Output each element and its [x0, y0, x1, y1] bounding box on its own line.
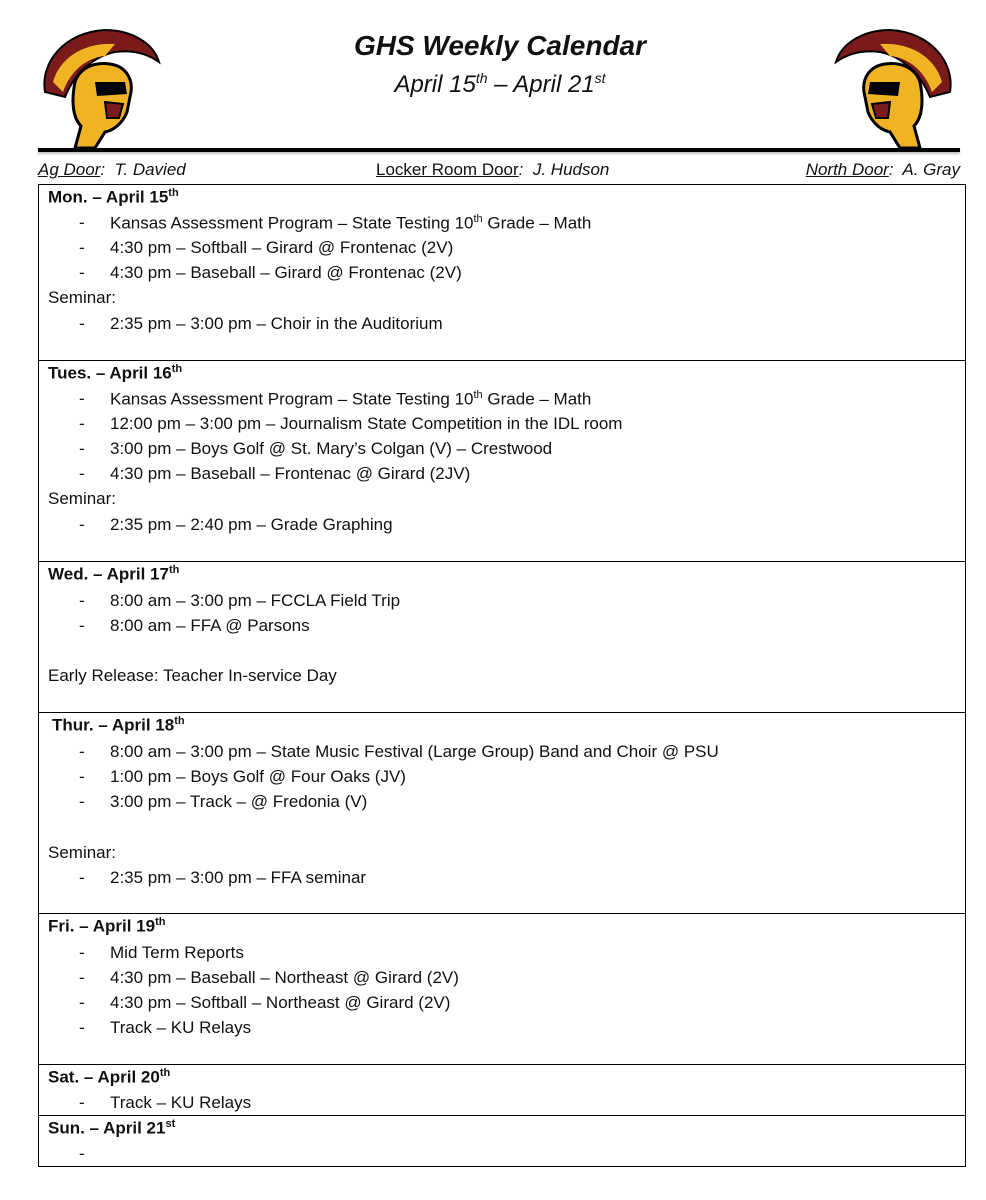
day-thursday: Thur. – April 18th - 8:00 am – 3:00 pm – State Music Festival (Large Group) Band and Choir @ PSU - 1:00 pm – Boys Golf @ Four Oaks (JV) - 3:00 pm – Track – @ Fredonia (V) Seminar: - 2:35 pm – 3:00 pm – FFA seminar	[38, 712, 966, 914]
early-release-note: Early Release: Teacher In-service Day	[48, 666, 337, 685]
day-heading: Mon. – April 15th	[48, 187, 179, 207]
trojan-logo-left	[35, 22, 163, 150]
list-item: 2:35 pm – 3:00 pm – FFA seminar	[110, 868, 367, 887]
list-item: 2:35 pm – 2:40 pm – Grade Graphing	[110, 515, 393, 534]
seminar-label: Seminar:	[48, 489, 117, 508]
list-item: 4:30 pm – Baseball – Northeast @ Girard (2V)	[110, 968, 459, 987]
list-item: 3:00 pm – Track – @ Fredonia (V)	[110, 792, 368, 811]
day-friday: Fri. – April 19th - Mid Term Reports - 4:30 pm – Baseball – Northeast @ Girard (2V) - 4:30 pm – Softball – Northeast @ Girard (2V) - Track – KU Relays	[38, 913, 966, 1065]
day-heading: Sun. – April 21st	[48, 1118, 176, 1138]
list-item: 4:30 pm – Baseball – Frontenac @ Girard (2JV)	[110, 464, 471, 483]
list-item: 2:35 pm – 3:00 pm – Choir in the Auditorium	[110, 314, 443, 333]
seminar-label: Seminar:	[48, 843, 117, 862]
day-tuesday: Tues. – April 16th - Kansas Assessment Program – State Testing 10th Grade – Math - 12:00 pm – 3:00 pm – Journalism State Competition in the IDL room - 3:00 pm – Boys Golf @ St. Mary’s Colgan (V) – Crestwood - 4:30 pm – Baseball – Frontenac @ Girard (2JV) Seminar: - 2:35 pm – 2:40 pm – Grade Graphing	[38, 360, 966, 562]
seminar-label: Seminar:	[48, 288, 117, 307]
day-saturday: Sat. – April 20th - Track – KU Relays	[38, 1064, 966, 1116]
list-item: 12:00 pm – 3:00 pm – Journalism State Competition in the IDL room	[110, 414, 623, 433]
day-wednesday: Wed. – April 17th - 8:00 am – 3:00 pm – FCCLA Field Trip - 8:00 am – FFA @ Parsons Early Release: Teacher In-service Day	[38, 561, 966, 713]
list-item: 8:00 am – 3:00 pm – State Music Festival (Large Group) Band and Choir @ PSU	[110, 742, 719, 761]
day-heading: Sat. – April 20th	[48, 1067, 171, 1087]
list-item: Kansas Assessment Program – State Testing 10th Grade – Math	[110, 389, 592, 409]
day-heading: Tues. – April 16th	[48, 363, 183, 383]
day-heading: Wed. – April 17th	[48, 564, 180, 584]
header-rule	[38, 148, 960, 152]
door-assignments	[38, 160, 960, 182]
list-item: Track – KU Relays	[110, 1093, 252, 1112]
day-monday: Mon. – April 15th - Kansas Assessment Program – State Testing 10th Grade – Math - 4:30 pm – Softball – Girard @ Frontenac (2V) - 4:30 pm – Baseball – Girard @ Frontenac (2V) Seminar: - 2:35 pm – 3:00 pm – Choir in the Auditorium	[38, 184, 966, 361]
door-locker-room: Locker Room Door: J. Hudson	[376, 160, 610, 179]
day-heading: Thur. – April 18th	[52, 715, 185, 735]
list-item: 4:30 pm – Softball – Girard @ Frontenac (2V)	[110, 238, 454, 257]
trojan-logo-right	[832, 22, 960, 150]
list-item: 3:00 pm – Boys Golf @ St. Mary’s Colgan (V) – Crestwood	[110, 439, 553, 458]
door-ag: Ag Door: T. Davied	[38, 160, 186, 179]
day-heading: Fri. – April 19th	[48, 916, 166, 936]
page-subtitle: April 15th – April 21st	[394, 70, 606, 98]
day-sunday: Sun. – April 21st -	[38, 1115, 966, 1167]
door-north: North Door: A. Gray	[805, 160, 960, 179]
list-item: Kansas Assessment Program – State Testing 10th Grade – Math	[110, 213, 592, 233]
page-title: GHS Weekly Calendar	[353, 30, 647, 61]
list-item: Mid Term Reports	[110, 943, 244, 962]
list-item: Track – KU Relays	[110, 1018, 252, 1037]
list-item: 4:30 pm – Softball – Northeast @ Girard (2V)	[110, 993, 451, 1012]
list-item: 4:30 pm – Baseball – Girard @ Frontenac (2V)	[110, 263, 462, 282]
list-item: 8:00 am – 3:00 pm – FCCLA Field Trip	[110, 591, 401, 610]
list-item: 1:00 pm – Boys Golf @ Four Oaks (JV)	[110, 767, 406, 786]
list-item: 8:00 am – FFA @ Parsons	[110, 616, 310, 635]
